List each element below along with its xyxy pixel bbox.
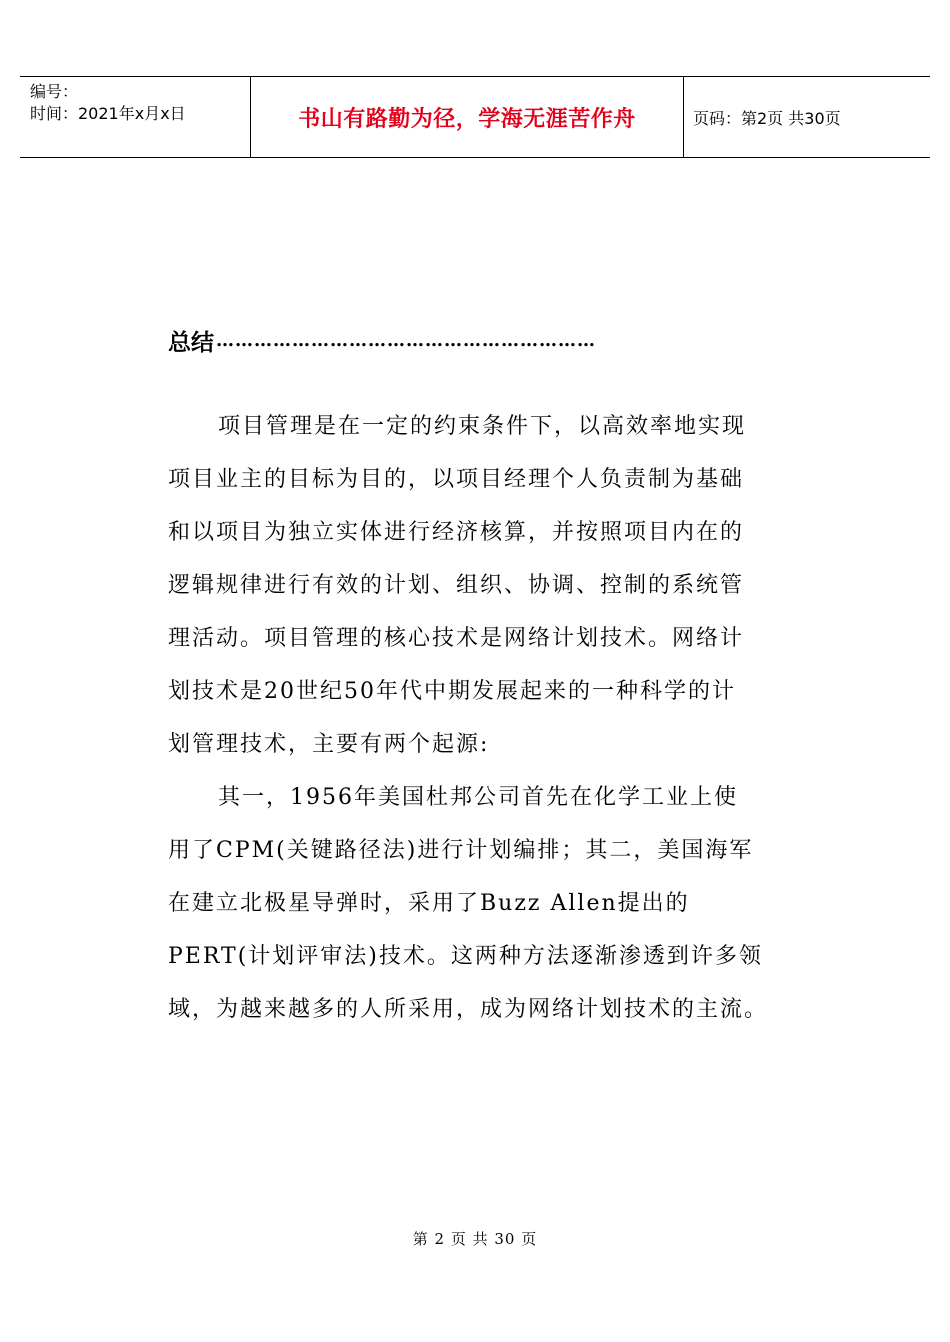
body-text xyxy=(168,400,788,1036)
paragraph-line: 逻辑规律进行有效的计划、组织、协调、控制的系统管 xyxy=(168,573,745,598)
paragraph-line: 项目业主的目标为目的，以项目经理个人负责制为基础 xyxy=(168,467,745,492)
paragraph-line: 和以项目为独立实体进行经济核算，并按照项目内在的 xyxy=(168,520,745,545)
document-date: 时间：2021年x月x日 xyxy=(30,104,186,123)
paragraph-line: PERT(计划评审法)技术。这两种方法逐渐渗透到许多领 xyxy=(168,944,763,969)
paragraph-line: 其一，1956年美国杜邦公司首先在化学工业上使 xyxy=(218,785,738,810)
section-title: 总结 xyxy=(168,329,214,356)
paragraph-line: 划管理技术，主要有两个起源: xyxy=(168,732,490,757)
paragraph-line: 理活动。项目管理的核心技术是网络计划技术。网络计 xyxy=(168,626,745,651)
document-number-label: 编号： xyxy=(30,82,79,101)
header-meta xyxy=(20,77,250,157)
header-page-info: 页码：第2页 共30页 xyxy=(693,108,841,128)
toc-dot-leader: …………………………………………………… xyxy=(216,329,596,351)
header-motto: 书山有路勤为径，学海无涯苦作舟 xyxy=(250,77,684,157)
paragraph-line: 划技术是20世纪50年代中期发展起来的一种科学的计 xyxy=(168,679,736,704)
section-heading-summary xyxy=(168,320,758,360)
document-header xyxy=(20,76,930,158)
paragraph-line: 项目管理是在一定的约束条件下，以高效率地实现 xyxy=(218,414,747,439)
paragraph-line: 用了CPM(关键路径法)进行计划编排；其二，美国海军 xyxy=(168,838,754,863)
paragraph-line: 域，为越来越多的人所采用，成为网络计划技术的主流。 xyxy=(168,997,769,1022)
page-footer: 第 2 页 共 30 页 xyxy=(412,1230,538,1248)
paragraph-line: 在建立北极星导弹时，采用了Buzz Allen提出的 xyxy=(168,891,690,916)
